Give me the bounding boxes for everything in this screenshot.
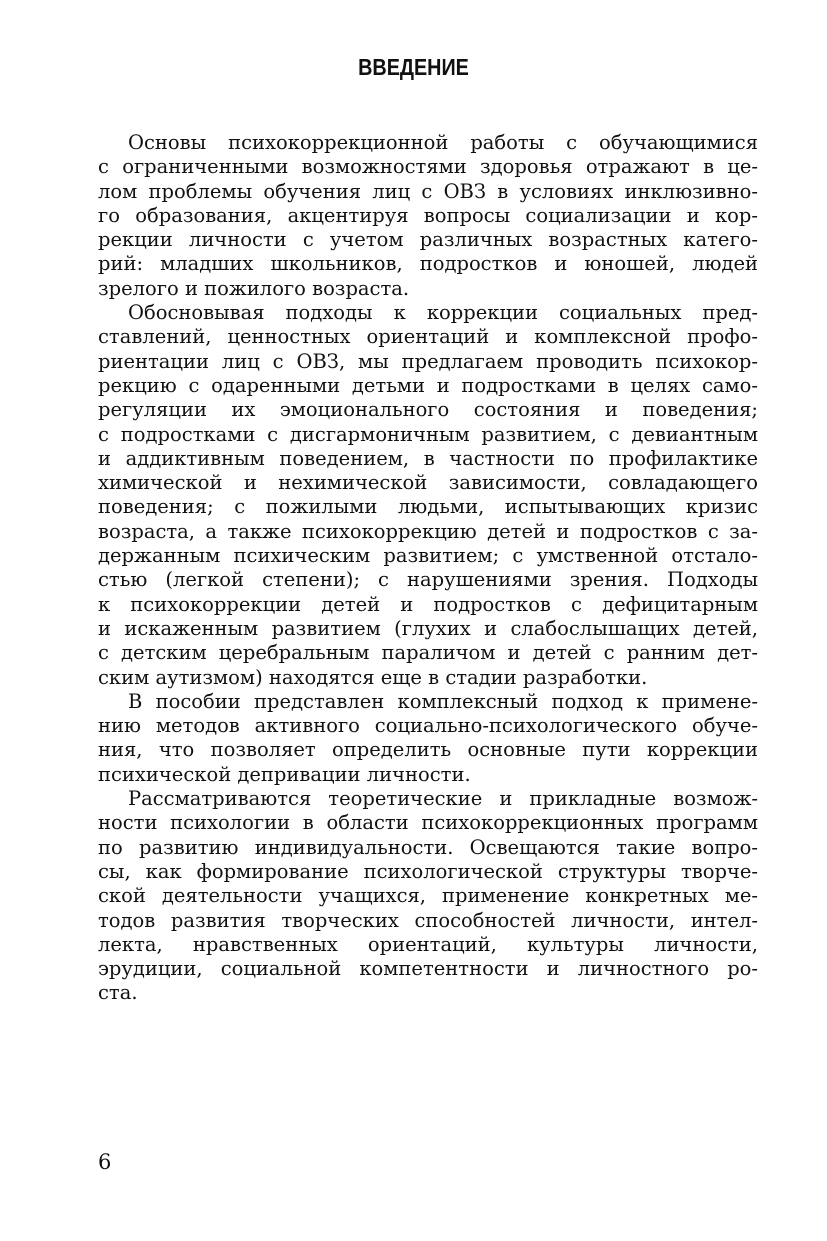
text-line: нию методов активного социально-психологического обуче- <box>98 714 758 738</box>
text-line: ским аутизмом) находятся еще в стадии разработки. <box>98 665 648 689</box>
text-line: стью (легкой степени); с нарушениями зрения. Подходы <box>98 568 758 592</box>
text-line: регуляции их эмоционального состояния и поведения; <box>98 398 758 422</box>
text-line: поведения; с пожилыми людьми, испытывающих кризис <box>98 495 758 519</box>
text-line: рекции личности с учетом различных возрастных катего- <box>98 228 758 252</box>
text-line: лекта, нравственных ориентаций, культуры личности, <box>98 932 758 956</box>
text-line: В пособии представлен комплексный подход к примене- <box>128 689 758 713</box>
text-line: и искаженным развитием (глухих и слабослышащих детей, <box>98 616 758 640</box>
text-line: ния, что позволяет определить основные пути коррекции <box>98 738 758 762</box>
paragraph <box>98 787 758 1006</box>
text-line: держанным психическим развитием; с умственной отстало- <box>98 544 758 568</box>
text-line: эрудиции, социальной компетентности и личностного ро- <box>98 957 758 981</box>
text-line: ской деятельности учащихся, применение конкретных ме- <box>98 884 758 908</box>
text-line: с подростками с дисгармоничным развитием, с девиантным <box>98 422 758 446</box>
chapter-heading: ВВЕДЕНИЕ <box>358 54 469 80</box>
text-line: го образования, акцентируя вопросы социализации и кор- <box>98 203 758 227</box>
text-line: ставлений, ценностных ориентаций и комплексной профо- <box>98 325 758 349</box>
paragraph <box>98 690 758 787</box>
paragraph <box>98 131 758 301</box>
text-line: Рассматриваются теоретические и прикладные возмож- <box>128 787 758 811</box>
text-line: ста. <box>98 981 138 1005</box>
text-line: Обосновывая подходы к коррекции социальных пред- <box>128 301 758 325</box>
text-line: сы, как формирование психологической структуры творче- <box>98 859 758 883</box>
body-text <box>98 131 758 1006</box>
text-line: психической депривации личности. <box>98 762 471 786</box>
text-line: лом проблемы обучения лиц с ОВЗ в условиях инклюзивно- <box>98 179 758 203</box>
text-line: тодов развития творческих способностей личности, интел- <box>98 908 758 932</box>
text-line: ности психологии в области психокоррекционных программ <box>98 811 758 835</box>
text-line: химической и нехимической зависимости, совладающего <box>98 471 758 495</box>
text-line: рий: младших школьников, подростков и юношей, людей <box>98 252 758 276</box>
text-line: рекцию с одаренными детьми и подростками в целях само- <box>98 373 758 397</box>
text-line: и аддиктивным поведением, в частности по профилактике <box>98 446 758 470</box>
text-line: возраста, а также психокоррекцию детей и подростков с за- <box>98 519 758 543</box>
text-line: с ограниченными возможностями здоровья отражают в це- <box>98 155 758 179</box>
text-line: риентации лиц с ОВЗ, мы предлагаем проводить психокор- <box>98 349 758 373</box>
text-line: зрелого и пожилого возраста. <box>98 276 410 300</box>
page-number: 6 <box>98 1150 112 1174</box>
text-line: Основы психокоррекционной работы с обучающимися <box>128 131 758 154</box>
paragraph <box>98 301 758 690</box>
text-line: по развитию индивидуальности. Освещаются такие вопро- <box>98 835 758 859</box>
text-line: к психокоррекции детей и подростков с дефицитарным <box>98 592 758 616</box>
text-line: с детским церебральным параличом и детей с ранним дет- <box>98 641 758 665</box>
